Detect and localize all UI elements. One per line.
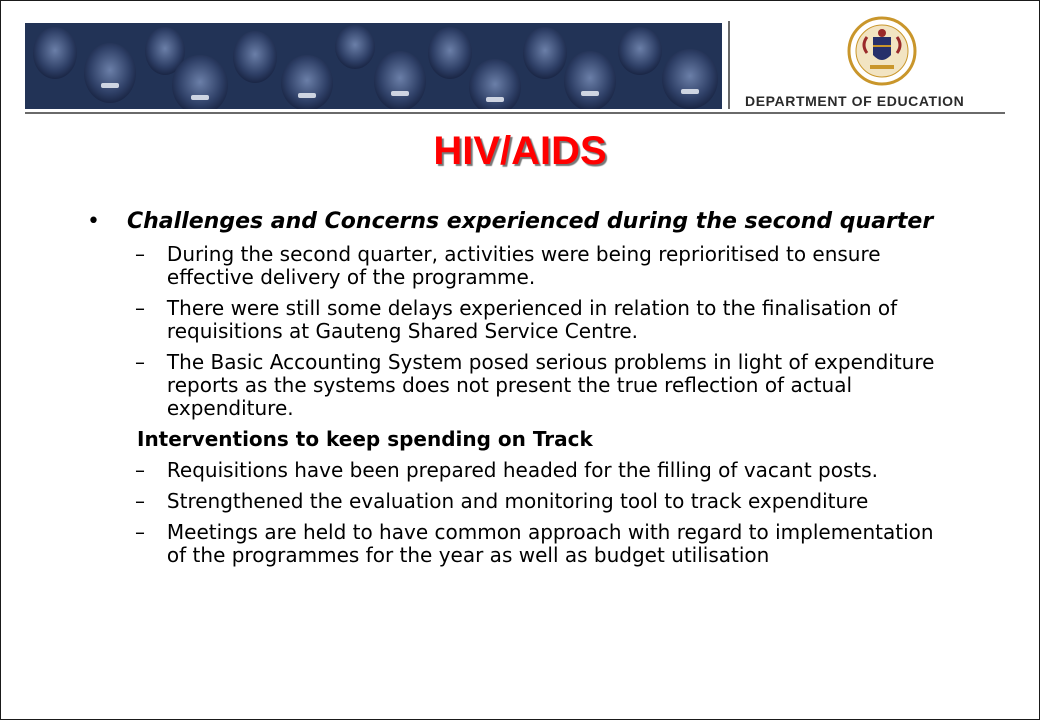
interventions-heading: Interventions to keep spending on Track (137, 427, 593, 451)
bullet-icon: • (87, 209, 100, 234)
dash-icon: – (135, 458, 145, 482)
intervention-text: Requisitions have been prepared headed for the filling of vacant posts. (166, 458, 879, 482)
list-item (135, 490, 955, 513)
header-divider (728, 21, 730, 109)
challenges-bullet (87, 209, 987, 235)
dash-icon: – (135, 489, 145, 513)
dash-icon: – (135, 520, 145, 544)
list-item (135, 459, 955, 482)
intervention-text: Meetings are held to have common approach with regard to implementation of the programmes for the year as well as budget utilisation (166, 520, 934, 567)
intervention-text: Strengthened the evaluation and monitoring tool to track expenditure (166, 489, 869, 513)
gauteng-crest-logo (837, 13, 927, 89)
challenge-text: During the second quarter, activities were being reprioritised to ensure effective delivery of the programme. (166, 242, 881, 289)
children-photo-banner (25, 23, 722, 109)
challenges-heading: Challenges and Concerns experienced during the second quarter (127, 209, 934, 234)
list-item (135, 297, 955, 343)
list-item (135, 351, 955, 420)
slide-body (87, 209, 987, 575)
header-rule (25, 112, 1005, 114)
dash-icon: – (135, 296, 145, 320)
interventions-list (135, 459, 955, 567)
dash-icon: – (135, 350, 145, 374)
challenge-text: The Basic Accounting System posed serious problems in light of expenditure reports as the systems does not present the true reflection of actual expenditure. (166, 350, 935, 420)
dash-icon: – (135, 242, 145, 266)
list-item (135, 243, 955, 289)
department-label: DEPARTMENT OF EDUCATION (745, 93, 965, 109)
slide-title: HIV/AIDS (433, 129, 607, 173)
list-item (135, 521, 955, 567)
children-photo-image (25, 23, 722, 109)
challenge-text: There were still some delays experienced in relation to the finalisation of requisitions at Gauteng Shared Service Centre. (166, 296, 898, 343)
challenges-list (135, 243, 955, 420)
